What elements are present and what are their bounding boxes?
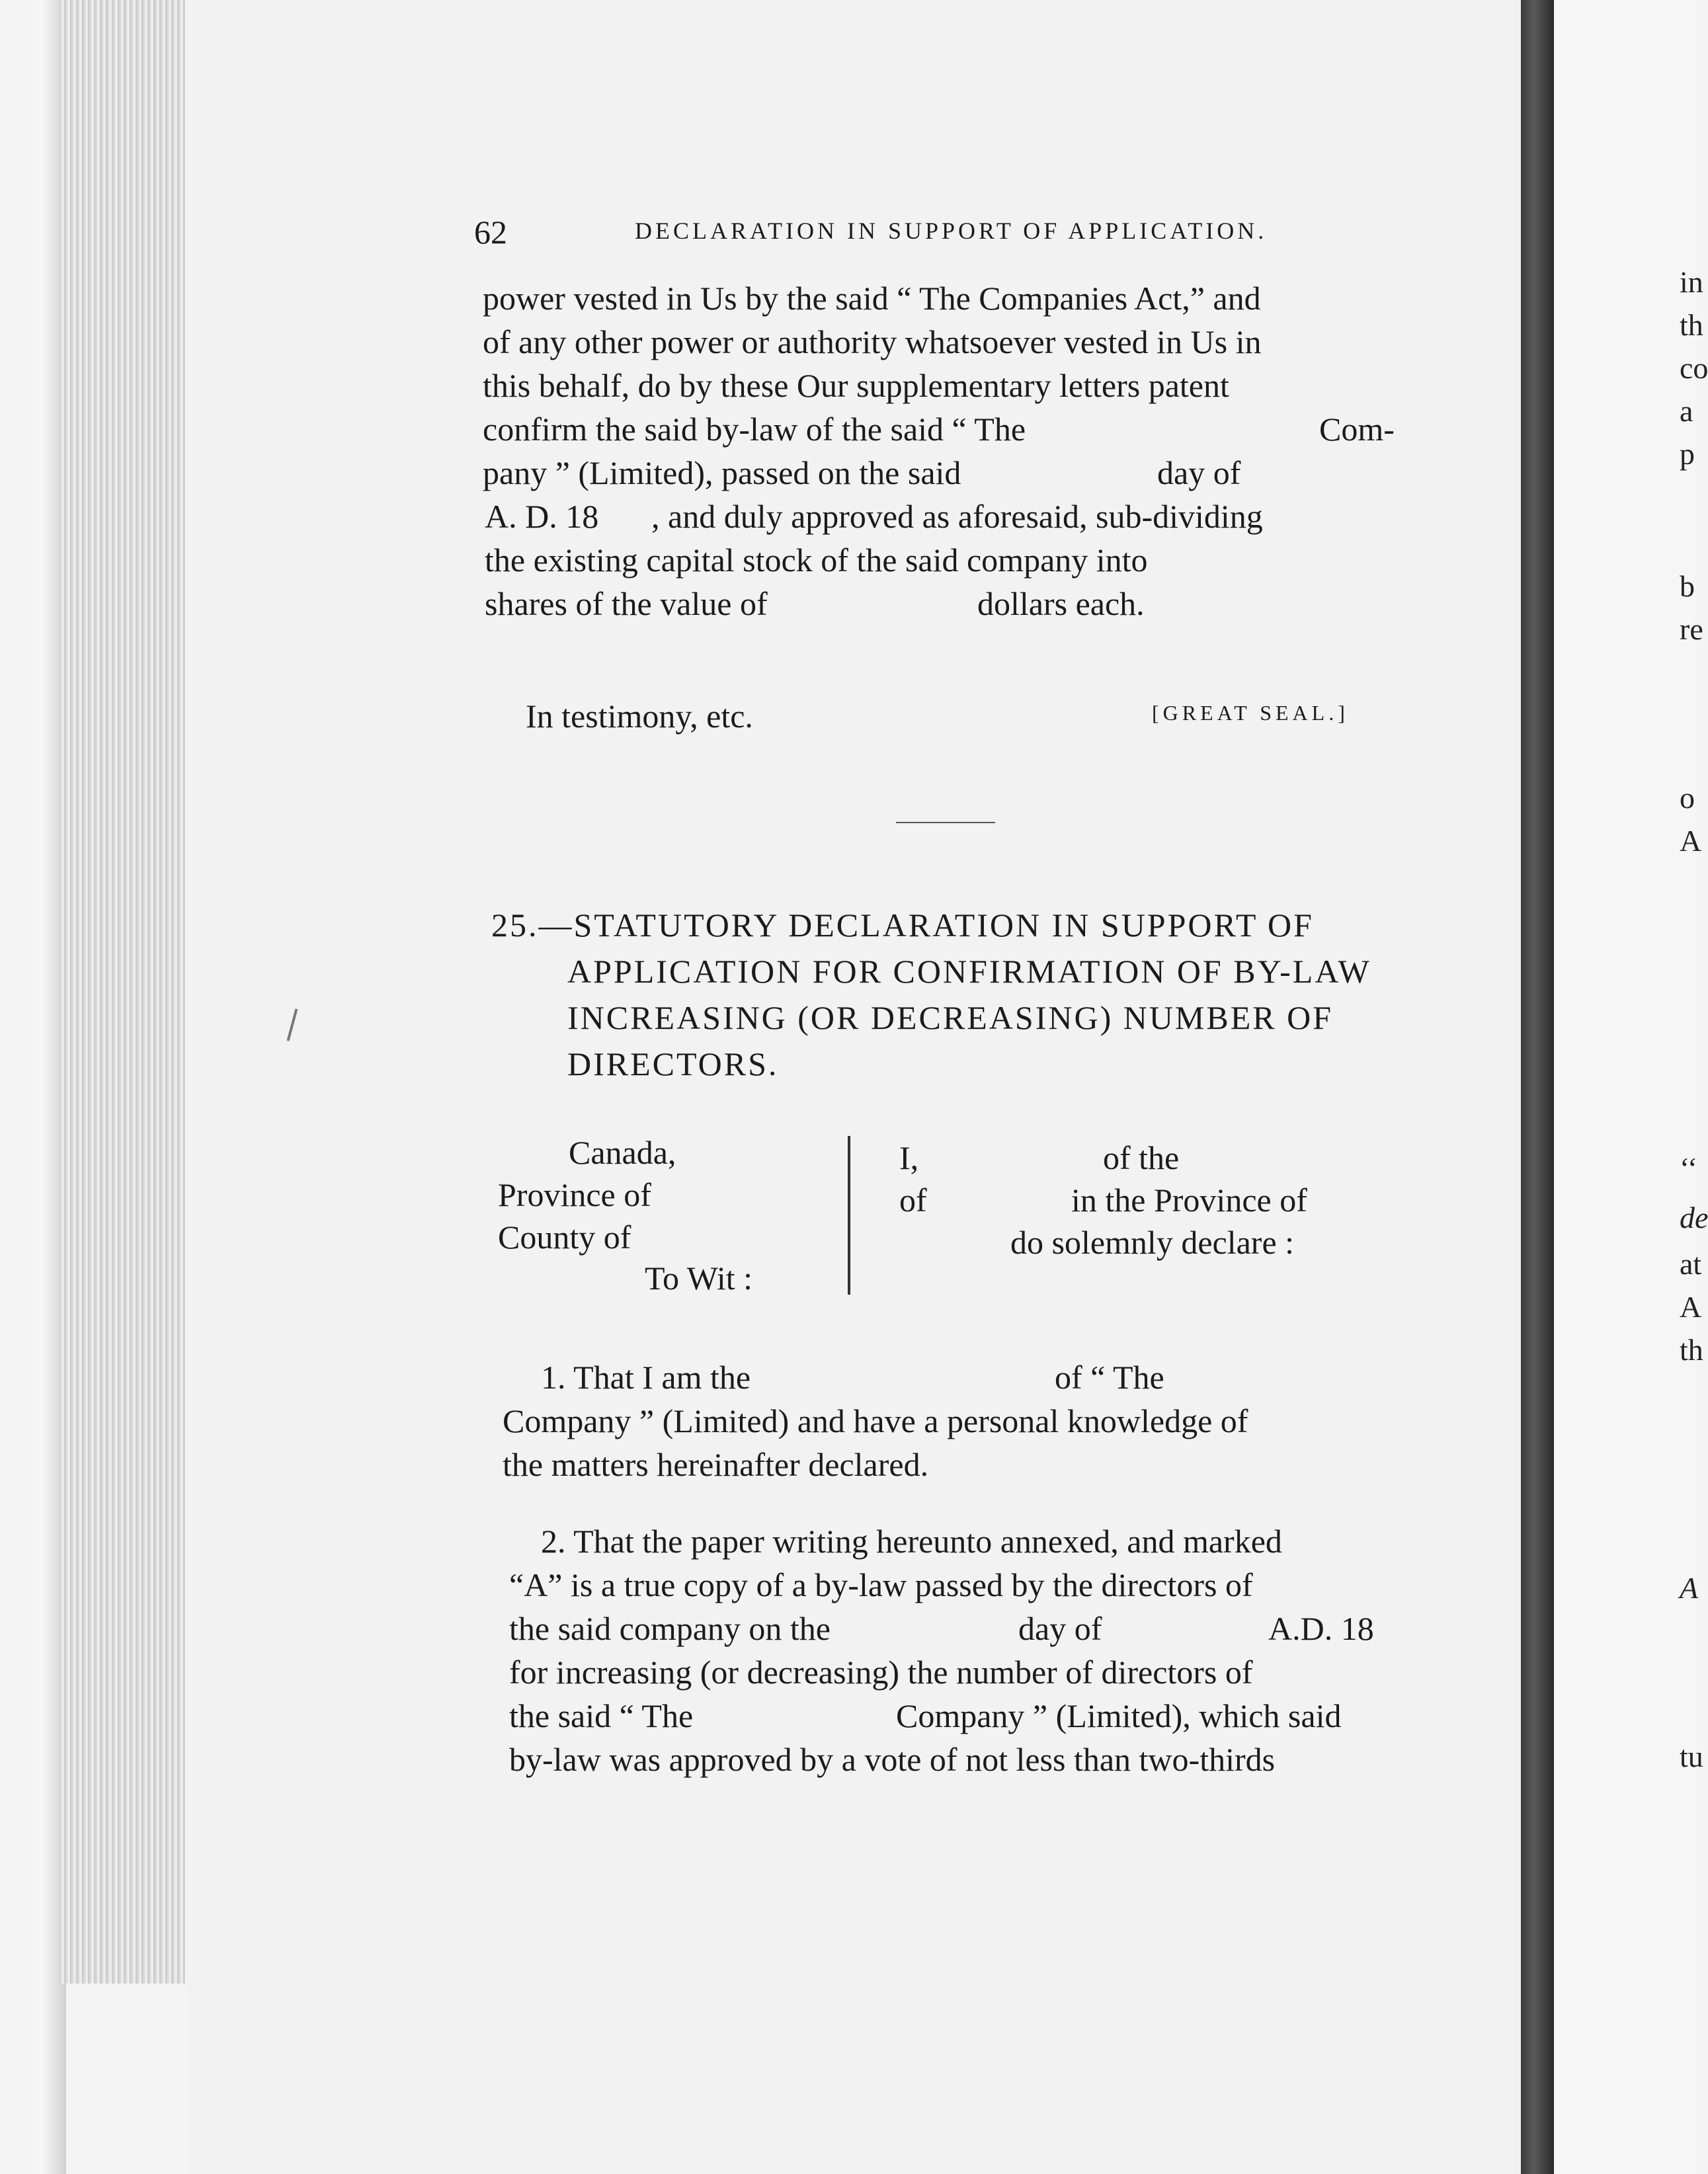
facing-fragment: th [1680, 308, 1703, 342]
section-heading-line: DIRECTORS. [567, 1045, 779, 1082]
venue-county: County of [498, 1219, 631, 1256]
section-divider [896, 822, 995, 823]
facing-fragment: at [1680, 1247, 1702, 1281]
facing-fragment: A [1680, 1571, 1699, 1605]
running-head: DECLARATION IN SUPPORT OF APPLICATION. [635, 218, 1268, 244]
page-number: 62 [474, 214, 507, 251]
paragraph-2-line: Company ” (Limited), which said [896, 1697, 1342, 1734]
text-line: , and duly approved as aforesaid, sub-dividing [651, 498, 1263, 535]
section-heading-line: APPLICATION FOR CONFIRMATION OF BY-LAW [567, 953, 1371, 990]
facing-fragment: de [1680, 1201, 1708, 1234]
paragraph-1-line: of “ The [1055, 1359, 1164, 1396]
text-line: the existing capital stock of the said company into [485, 542, 1148, 579]
text-line: this behalf, do by these Our supplementary letters patent [483, 367, 1229, 404]
facing-fragment: o [1680, 781, 1695, 815]
facing-fragment: b [1680, 569, 1695, 603]
facing-fragment: tu [1680, 1740, 1703, 1773]
text-line: A. D. 18 [485, 498, 599, 535]
paragraph-2-line: “A” is a true copy of a by-law passed by the directors of [509, 1566, 1253, 1603]
text-line: pany ” (Limited), passed on the said [483, 454, 961, 491]
venue-to-wit: To Wit : [645, 1260, 753, 1297]
paragraph-1-line: 1. That I am the [541, 1359, 751, 1396]
text-line: shares of the value of [485, 585, 768, 622]
book-gutter [1521, 0, 1554, 2174]
venue-province: Province of [498, 1176, 651, 1213]
paragraph-2-line: 2. That the paper writing hereunto annexed, and marked [541, 1523, 1282, 1560]
facing-fragment: p [1680, 437, 1695, 471]
paragraph-2-line: for increasing (or decreasing) the number of directors of [509, 1654, 1253, 1691]
declarant-i: I, [899, 1139, 919, 1176]
great-seal-label: [GREAT SEAL.] [1152, 701, 1349, 725]
paragraph-2-line: A.D. 18 [1268, 1610, 1374, 1647]
facing-page [1554, 0, 1708, 2174]
text-line: of any other power or authority whatsoever vested in Us in [483, 323, 1262, 360]
section-heading-line: INCREASING (OR DECREASING) NUMBER OF [567, 999, 1334, 1036]
testimony-clause: In testimony, etc. [526, 698, 753, 735]
section-heading-line: 25.—STATUTORY DECLARATION IN SUPPORT OF [491, 906, 1314, 944]
facing-fragment: re [1680, 612, 1703, 646]
facing-fragment: A [1680, 1290, 1702, 1324]
paragraph-1-line: the matters hereinafter declared. [503, 1446, 929, 1483]
facing-fragment: ‘‘ [1680, 1151, 1698, 1185]
text-line: power vested in Us by the said “ The Companies Act,” and [483, 280, 1261, 317]
declarant-province: in the Province of [1071, 1182, 1307, 1219]
venue-brace [848, 1136, 850, 1295]
facing-fragment: th [1680, 1333, 1703, 1367]
declarant-of: of [899, 1182, 927, 1219]
text-line: confirm the said by-law of the said “ The [483, 411, 1026, 448]
facing-fragment: co [1680, 351, 1708, 385]
paragraph-2-line: the said “ The [509, 1697, 694, 1734]
venue-country: Canada, [569, 1134, 676, 1171]
paragraph-2-line: the said company on the [509, 1610, 831, 1647]
text-line: day of [1157, 454, 1241, 491]
paragraph-2-line: by-law was approved by a vote of not less than two-thirds [509, 1741, 1276, 1778]
page-stack-edge [60, 0, 192, 1984]
declarant-declare: do solemnly declare : [1010, 1224, 1295, 1261]
paragraph-2-line: day of [1018, 1610, 1102, 1647]
declarant-of-the: of the [1103, 1139, 1180, 1176]
paragraph-1-line: Company ” (Limited) and have a personal knowledge of [503, 1402, 1248, 1439]
text-line: dollars each. [977, 585, 1145, 622]
facing-fragment: A [1680, 824, 1702, 858]
facing-fragment: in [1680, 265, 1703, 299]
facing-fragment: a [1680, 394, 1693, 428]
text-line: Com- [1319, 411, 1395, 448]
